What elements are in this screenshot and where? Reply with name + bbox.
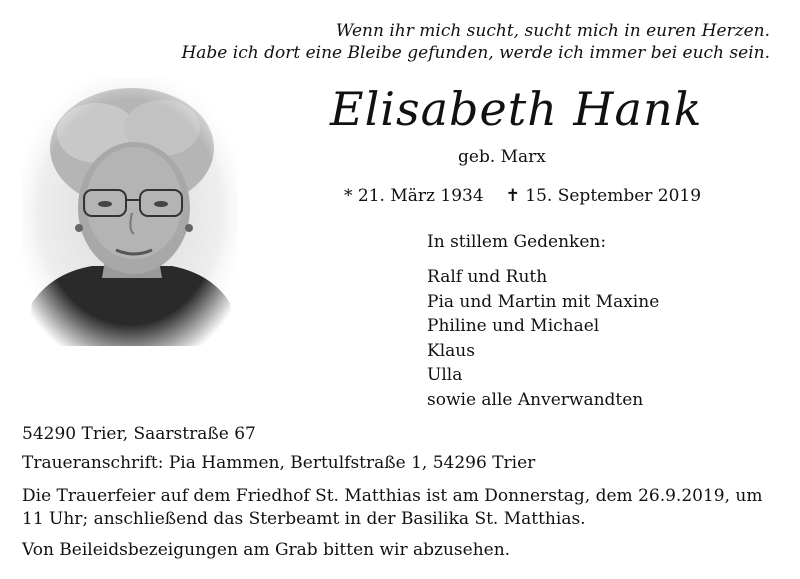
- life-dates: [344, 186, 701, 206]
- mourner-item: Pia und Martin mit Maxine: [427, 291, 660, 312]
- home-address: 54290 Trier, Saarstraße 67: [22, 424, 256, 444]
- mourner-item: Ulla: [427, 365, 463, 385]
- death-date: ✝ 15. September 2019: [505, 186, 702, 206]
- portrait-photo: [22, 78, 238, 346]
- quote-line-2: Habe ich dort eine Bleibe gefunden, werde ich immer bei euch sein.: [181, 43, 770, 63]
- mourner-item: Klaus: [427, 340, 475, 361]
- deceased-name: Elisabeth Hank: [330, 82, 703, 136]
- mourning-address: Traueranschrift: Pia Hammen, Bertulfstraße 1, 54296 Trier: [22, 453, 536, 473]
- portrait-illustration: [22, 78, 238, 346]
- quote: [150, 20, 770, 64]
- service-info: Die Trauerfeier auf dem Friedhof St. Matthias ist am Donnerstag, dem 26.9.2019, um 11 Uhr; anschließend das Sterbeamt in der Basilika St. Matthias.: [22, 486, 763, 529]
- born-name: geb. Marx: [458, 147, 546, 167]
- mourners-list: [427, 265, 659, 412]
- mourner-item: Ralf und Ruth: [427, 267, 548, 287]
- mourner-item: Philine und Michael: [427, 316, 600, 336]
- condolence-note: Von Beileidsbezeigungen am Grab bitten wir abzusehen.: [22, 540, 511, 560]
- mourner-item: sowie alle Anverwandten: [427, 389, 644, 410]
- birth-date: * 21. März 1934: [344, 186, 484, 206]
- quote-line-1: Wenn ihr mich sucht, sucht mich in euren Herzen.: [335, 21, 770, 41]
- memory-heading: In stillem Gedenken:: [427, 232, 607, 252]
